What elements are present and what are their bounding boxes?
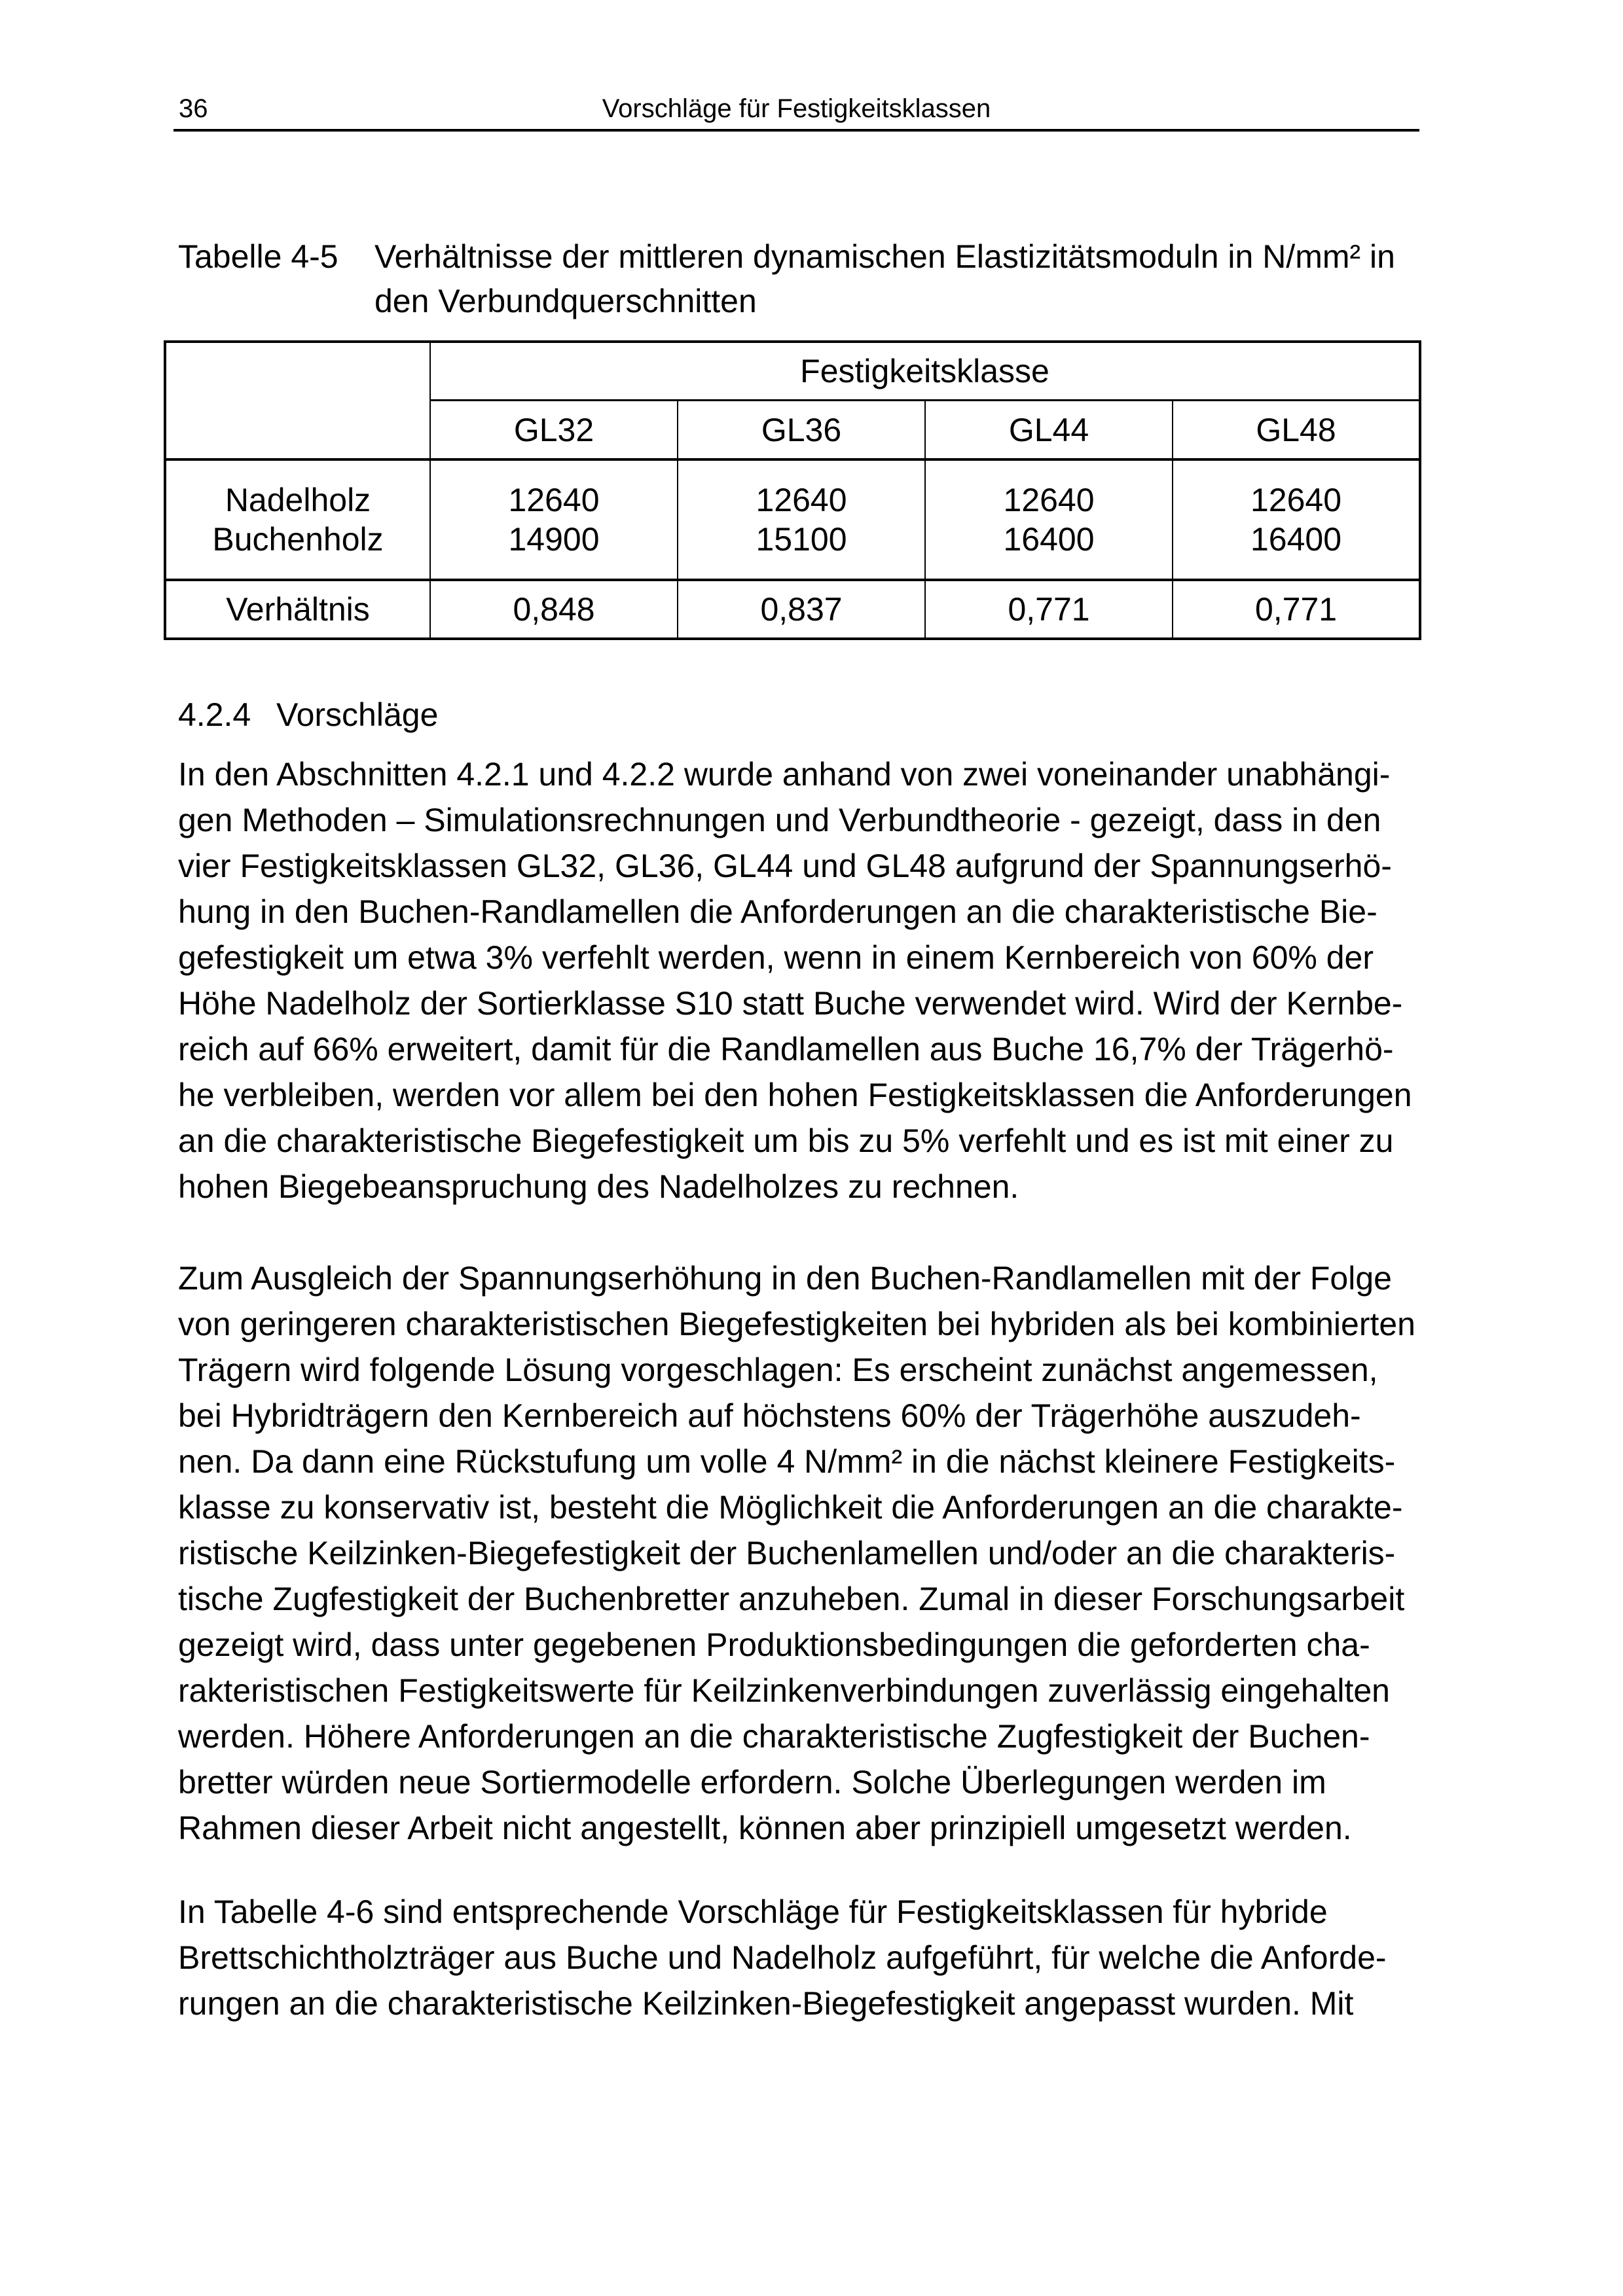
text-line: bretter würden neue Sortiermodelle erfordern. Solche Überlegungen werden im [178, 1764, 1326, 1801]
text-line: In den Abschnitten 4.2.1 und 4.2.2 wurde anhand von zwei voneinander unabhängi- [178, 756, 1391, 793]
text-line: an die charakteristische Biegefestigkeit um bis zu 5% verfehlt und es ist mit einer zu [178, 1122, 1394, 1159]
table-cell: 12640 [925, 459, 1173, 520]
table-corner-cell [165, 342, 430, 459]
table-cell: 16400 [925, 520, 1173, 580]
text-line: he verbleiben, werden vor allem bei den hohen Festigkeitsklassen die Anforderungen [178, 1077, 1412, 1113]
text-line: nen. Da dann eine Rückstufung um volle 4 N/mm² in die nächst kleinere Festigkeits- [178, 1443, 1396, 1480]
group-header-cell: Festigkeitsklasse [430, 342, 1420, 401]
caption-label: Tabelle 4-5 [178, 238, 338, 275]
text-line: In Tabelle 4-6 sind entsprechende Vorschläge für Festigkeitsklassen für hybride [178, 1893, 1328, 1930]
page-number: 36 [179, 94, 208, 123]
header-rule [173, 129, 1419, 132]
text-line: gezeigt wird, dass unter gegebenen Produktionsbedingungen die geforderten cha- [178, 1626, 1370, 1663]
text-line: hohen Biegebeanspruchung des Nadelholzes zu rechnen. [178, 1168, 1019, 1205]
text-line: werden. Höhere Anforderungen an die charakteristische Zugfestigkeit der Buchen- [178, 1718, 1370, 1755]
section-number: 4.2.4 [178, 696, 251, 733]
text-line: rungen an die charakteristische Keilzinken-Biegefestigkeit angepasst wurden. Mit [178, 1985, 1354, 2022]
table-cell: 0,848 [430, 580, 678, 639]
text-line: bei Hybridträgern den Kernbereich auf höchstens 60% der Trägerhöhe auszudeh- [178, 1397, 1361, 1434]
row-label: Verhältnis [165, 580, 430, 639]
text-line: hung in den Buchen-Randlamellen die Anforderungen an die charakteristische Bie- [178, 893, 1377, 930]
text-line: Brettschichtholzträger aus Buche und Nadelholz aufgeführt, für welche die Anforde- [178, 1939, 1387, 1976]
table-header-row [165, 342, 1420, 401]
text-line: Trägern wird folgende Lösung vorgeschlagen: Es erscheint zunächst angemessen, [178, 1352, 1378, 1388]
caption-line: Verhältnisse der mittleren dynamischen Elastizitätsmoduln in N/mm² in [374, 238, 1395, 275]
text-line: reich auf 66% erweitert, damit für die Randlamellen aus Buche 16,7% der Trägerhö- [178, 1031, 1394, 1067]
running-header [173, 92, 1419, 131]
section-heading [178, 695, 438, 734]
table-row [165, 520, 1420, 580]
text-line: von geringeren charakteristischen Biegefestigkeiten bei hybriden als bei kombinierten [178, 1306, 1415, 1342]
table-cell: 0,771 [1173, 580, 1420, 639]
text-line: gen Methoden – Simulationsrechnungen und Verbundtheorie - gezeigt, dass in den [178, 802, 1381, 838]
running-header-title: Vorschläge für Festigkeitsklassen [602, 94, 991, 123]
table-cell: 0,771 [925, 580, 1173, 639]
column-header: GL44 [925, 401, 1173, 460]
paragraph-3 [178, 1889, 1419, 2026]
caption-text [374, 234, 1419, 323]
column-header: GL32 [430, 401, 678, 460]
table-cell: 15100 [678, 520, 925, 580]
paragraph-2 [178, 1255, 1419, 1851]
modulus-ratio-table [164, 340, 1421, 640]
paragraph-1 [178, 751, 1419, 1210]
text-line: tische Zugfestigkeit der Buchenbretter anzuheben. Zumal in dieser Forschungsarbeit [178, 1581, 1405, 1617]
text-line: Zum Ausgleich der Spannungserhöhung in den Buchen-Randlamellen mit der Folge [178, 1260, 1392, 1297]
text-line: rakteristischen Festigkeitswerte für Keilzinkenverbindungen zuverlässig eingehalten [178, 1672, 1390, 1709]
section-title: Vorschläge [276, 696, 439, 733]
row-label: Buchenholz [165, 520, 430, 580]
text-line: gefestigkeit um etwa 3% verfehlt werden, wenn in einem Kernbereich von 60% der [178, 939, 1374, 976]
table-cell: 0,837 [678, 580, 925, 639]
text-line: ristische Keilzinken-Biegefestigkeit der Buchenlamellen und/oder an die charakteris- [178, 1535, 1396, 1571]
table-cell: 12640 [1173, 459, 1420, 520]
table-row-ratio [165, 580, 1420, 639]
column-header: GL48 [1173, 401, 1420, 460]
table-row [165, 459, 1420, 520]
text-line: klasse zu konservativ ist, besteht die Möglichkeit die Anforderungen an die charakte- [178, 1489, 1403, 1526]
table-cell: 12640 [678, 459, 925, 520]
text-line: vier Festigkeitsklassen GL32, GL36, GL44 und GL48 aufgrund der Spannungserhö- [178, 848, 1392, 884]
table-cell: 12640 [430, 459, 678, 520]
table-cell: 16400 [1173, 520, 1420, 580]
text-line: Höhe Nadelholz der Sortierklasse S10 statt Buche verwendet wird. Wird der Kernbe- [178, 985, 1403, 1022]
table-cell: 14900 [430, 520, 678, 580]
caption-line: den Verbundquerschnitten [374, 283, 757, 319]
text-line: Rahmen dieser Arbeit nicht angestellt, können aber prinzipiell umgesetzt werden. [178, 1810, 1352, 1846]
column-header: GL36 [678, 401, 925, 460]
row-label: Nadelholz [165, 459, 430, 520]
